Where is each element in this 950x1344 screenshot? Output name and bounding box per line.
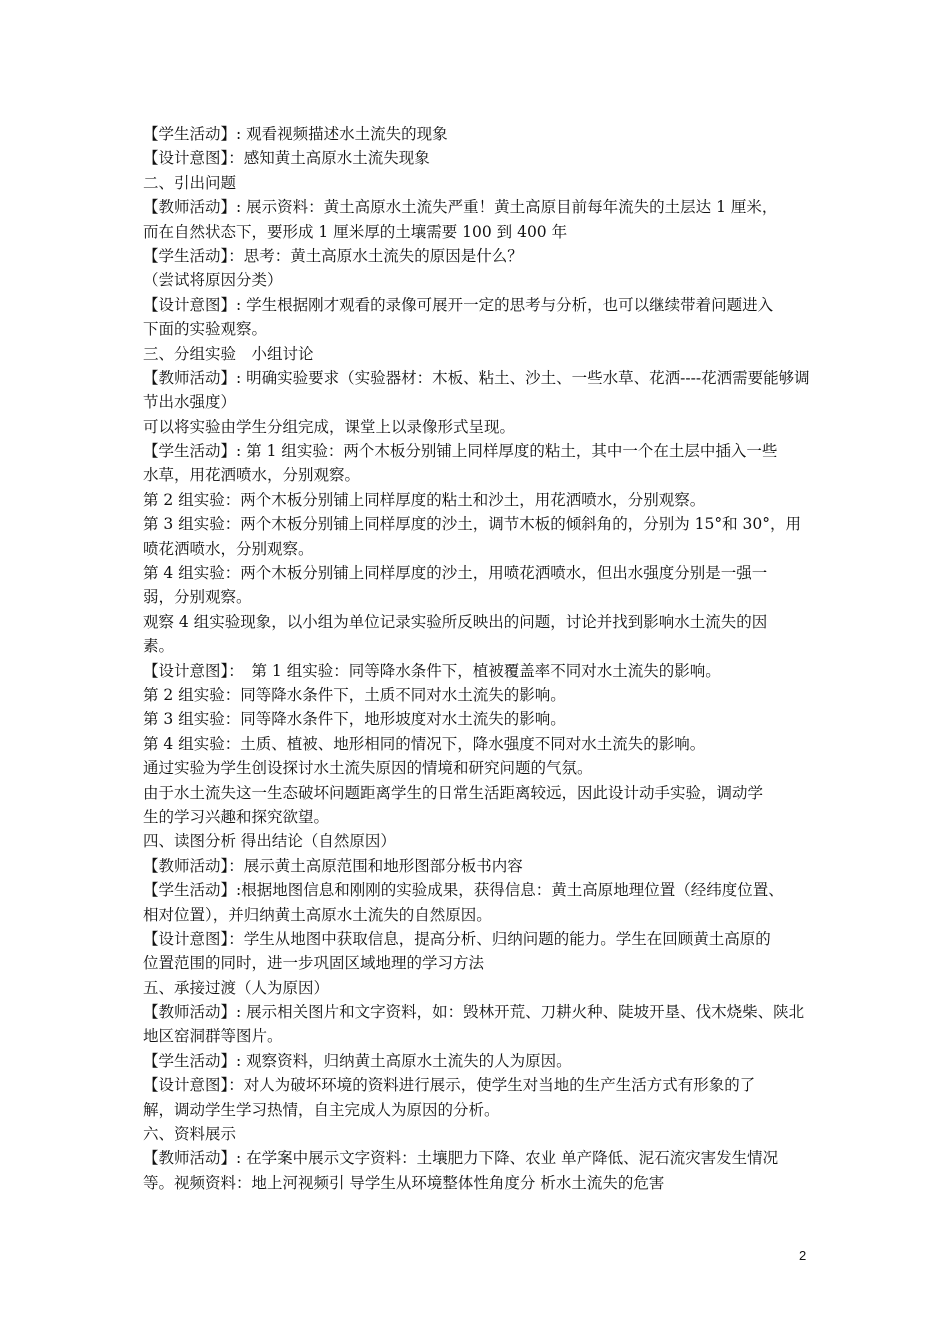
text-line: 下面的实验观察。 <box>143 320 268 339</box>
text-line: 第 2 组实验：两个木板分别铺上同样厚度的粘土和沙土，用花洒喷水，分别观察。 <box>143 490 706 509</box>
text-line: 六、资料展示 <box>143 1125 237 1144</box>
text-line: 弱，分别观察。 <box>143 588 252 607</box>
text-line: 等。视频资料：地上河视频引 导学生从环境整体性角度分 析水土流失的危害 <box>143 1173 665 1192</box>
text-line: 相对位置），并归纳黄土高原水土流失的自然原因。 <box>143 905 492 924</box>
text-line: 生的学习兴趣和探究欲望。 <box>143 807 330 826</box>
text-line: 第 4 组实验：两个木板分别铺上同样厚度的沙土，用喷花洒喷水，但出水强度分别是一强一 <box>143 564 768 583</box>
text-line: 观察 4 组实验现象，以小组为单位记录实验所反映出的问题，讨论并找到影响水土流失的因 <box>143 612 768 631</box>
text-line: 【教师活动】: 明确实验要求（实验器材：木板、粘土、沙土、一些水草、花洒----花洒需要能够调 <box>143 368 810 387</box>
text-line: （尝试将原因分类） <box>143 271 283 290</box>
text-line: 节出水强度） <box>143 393 237 412</box>
text-line: 第 3 组实验：两个木板分别铺上同样厚度的沙土，调节木板的倾斜角的，分别为 15°和 30°，用 <box>143 515 802 534</box>
text-line: 四、读图分析 得出结论（自然原因） <box>143 832 396 851</box>
text-line: 【学生活动】: 第 1 组实验：两个木板分别铺上同样厚度的粘土，其中一个在土层中插入一些 <box>143 442 778 461</box>
text-line: 【设计意图】：感知黄土高原水土流失现象 <box>143 149 430 168</box>
text-line: 通过实验为学生创设探讨水土流失原因的情境和研究问题的气氛。 <box>143 759 593 778</box>
text-line: 解，调动学生学习热情，自主完成人为原因的分析。 <box>143 1100 500 1119</box>
text-line: 【教师活动】: 展示相关图片和文字资料，如：毁林开荒、刀耕火种、陡坡开垦、伐木烧柴、陕北 <box>143 1003 805 1022</box>
text-line: 喷花洒喷水，分别观察。 <box>143 539 314 558</box>
text-line: 由于水土流失这一生态破坏问题距离学生的日常生活距离较远，因此设计动手实验，调动学 <box>143 783 764 802</box>
text-line: 二、引出问题 <box>143 173 237 192</box>
text-line: 【学生活动】: 观察资料，归纳黄土高原水土流失的人为原因。 <box>143 1051 572 1070</box>
text-line: 五、承接过渡（人为原因） <box>143 978 330 997</box>
text-line: 【学生活动】: 观看视频描述水土流失的现象 <box>143 125 448 143</box>
text-line: 【学生活动】：思考：黄土高原水土流失的原因是什么？ <box>143 246 523 265</box>
text-line: 素。 <box>143 637 175 656</box>
text-line: 【教师活动】: 在学案中展示文字资料：土壤肥力下降、农业 单产降低、泥石流灾害发生情况 <box>143 1149 779 1168</box>
text-line: 【教师活动】: 展示资料：黄土高原水土流失严重！黄土高原目前每年流失的土层达 1 厘米， <box>143 198 778 217</box>
text-line: 第 2 组实验：同等降水条件下，土质不同对水土流失的影响。 <box>143 685 566 704</box>
text-line: 第 4 组实验：土质、植被、地形相同的情况下，降水强度不同对水土流失的影响。 <box>143 734 706 753</box>
text-line: 水草，用花洒喷水，分别观察。 <box>143 466 361 485</box>
text-line: 【设计意图】：学生从地图中获取信息，提高分析、归纳问题的能力。学生在回顾黄土高原的 <box>143 929 771 948</box>
text-line: 第 3 组实验：同等降水条件下，地形坡度对水土流失的影响。 <box>143 710 566 729</box>
text-line: 【设计意图】：对人为破坏环境的资料进行展示，使学生对当地的生产生活方式有形象的了 <box>143 1076 756 1095</box>
page-number: 2 <box>799 1248 807 1263</box>
text-line: 位置范围的同时，进一步巩固区域地理的学习方法 <box>143 954 485 973</box>
text-line: 【设计意图】: 学生根据刚才观看的录像可展开一定的思考与分析，也可以继续带着问题进入 <box>143 295 774 314</box>
text-line: 可以将实验由学生分组完成，课堂上以录像形式呈现。 <box>143 417 516 436</box>
text-line: 三、分组实验 小组讨论 <box>143 344 314 363</box>
text-line: 【教师活动】：展示黄土高原范围和地形图部分板书内容 <box>143 856 523 875</box>
text-line: 【学生活动】:根据地图信息和刚刚的实验成果，获得信息：黄土高原地理位置（经纬度位置、 <box>143 881 784 900</box>
text-line: 【设计意图】： 第 1 组实验：同等降水条件下，植被覆盖率不同对水土流失的影响。 <box>143 661 721 680</box>
text-line: 地区窑洞群等图片。 <box>143 1027 283 1046</box>
document-body <box>143 122 813 1195</box>
text-line: 而在自然状态下，要形成 1 厘米厚的土壤需要 100 到 400 年 <box>143 222 568 241</box>
